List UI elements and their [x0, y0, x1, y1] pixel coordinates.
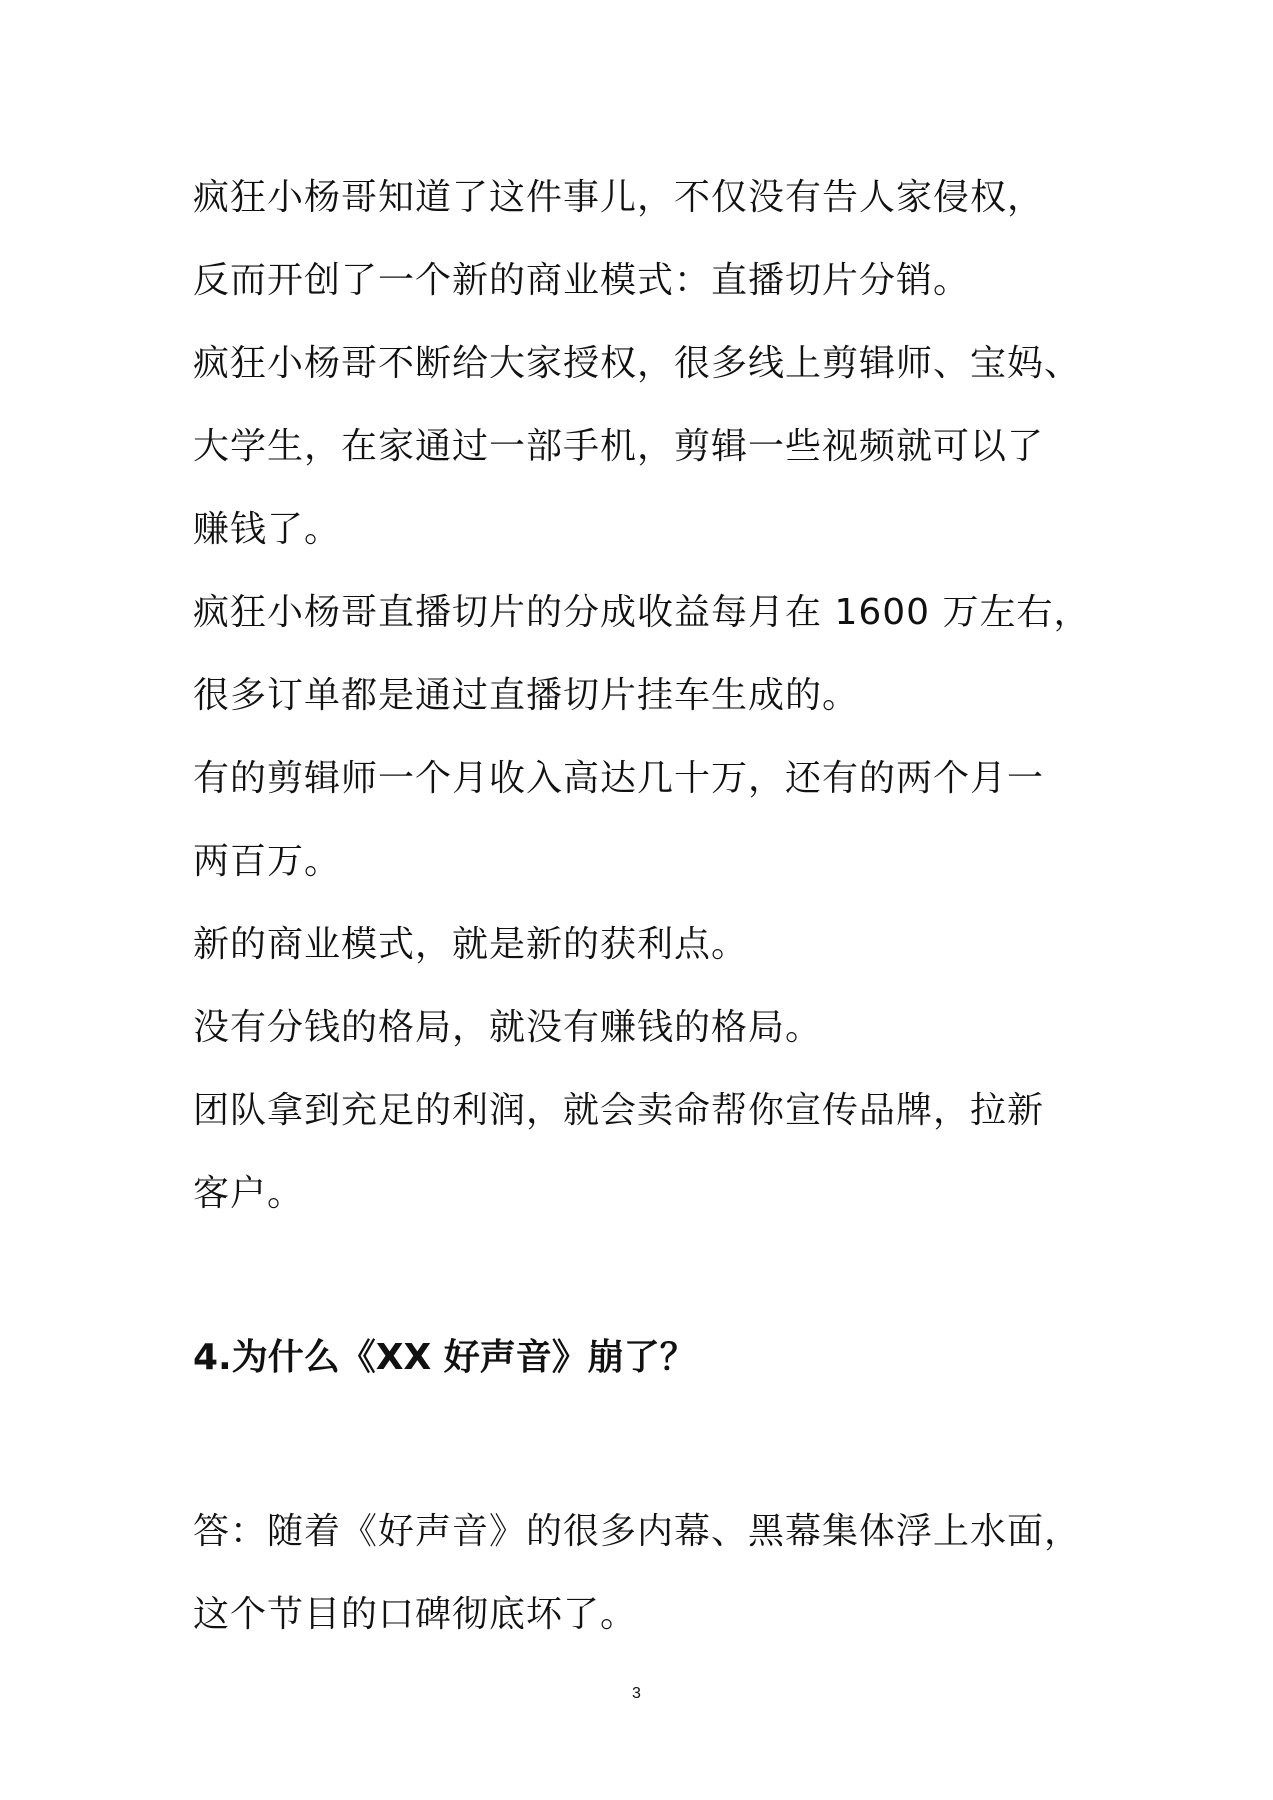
paragraph-line: 没有分钱的格局，就没有赚钱的格局。	[193, 1007, 823, 1048]
paragraph-line: 很多订单都是通过直播切片挂车生成的。	[193, 675, 860, 716]
paragraph-line: 疯狂小杨哥不断给大家授权，很多线上剪辑师、宝妈、	[193, 343, 1082, 384]
paragraph-line: 客户。	[193, 1173, 305, 1214]
answer-line: 答：随着《好声音》的很多内幕、黑幕集体浮上水面，	[193, 1511, 1082, 1552]
paragraph-line: 有的剪辑师一个月收入高达几十万，还有的两个月一	[193, 758, 1045, 799]
paragraph-line: 疯狂小杨哥直播切片的分成收益每月在 1600 万左右，	[193, 592, 1091, 633]
answer-line: 这个节目的口碑彻底坏了。	[193, 1594, 638, 1635]
paragraph-line: 赚钱了。	[193, 509, 342, 550]
page-number: 3	[632, 1685, 641, 1702]
paragraph-line: 反而开创了一个新的商业模式：直播切片分销。	[193, 260, 971, 301]
section-heading: 4.为什么《XX 好声音》崩了？	[193, 1337, 696, 1378]
paragraph-line: 大学生，在家通过一部手机，剪辑一些视频就可以了	[193, 426, 1045, 467]
paragraph-line: 疯狂小杨哥知道了这件事儿，不仅没有告人家侵权，	[193, 177, 1045, 218]
paragraph-line: 团队拿到充足的利润，就会卖命帮你宣传品牌，拉新	[193, 1090, 1045, 1131]
paragraph-line: 两百万。	[193, 841, 342, 882]
paragraph-line: 新的商业模式，就是新的获利点。	[193, 924, 749, 965]
